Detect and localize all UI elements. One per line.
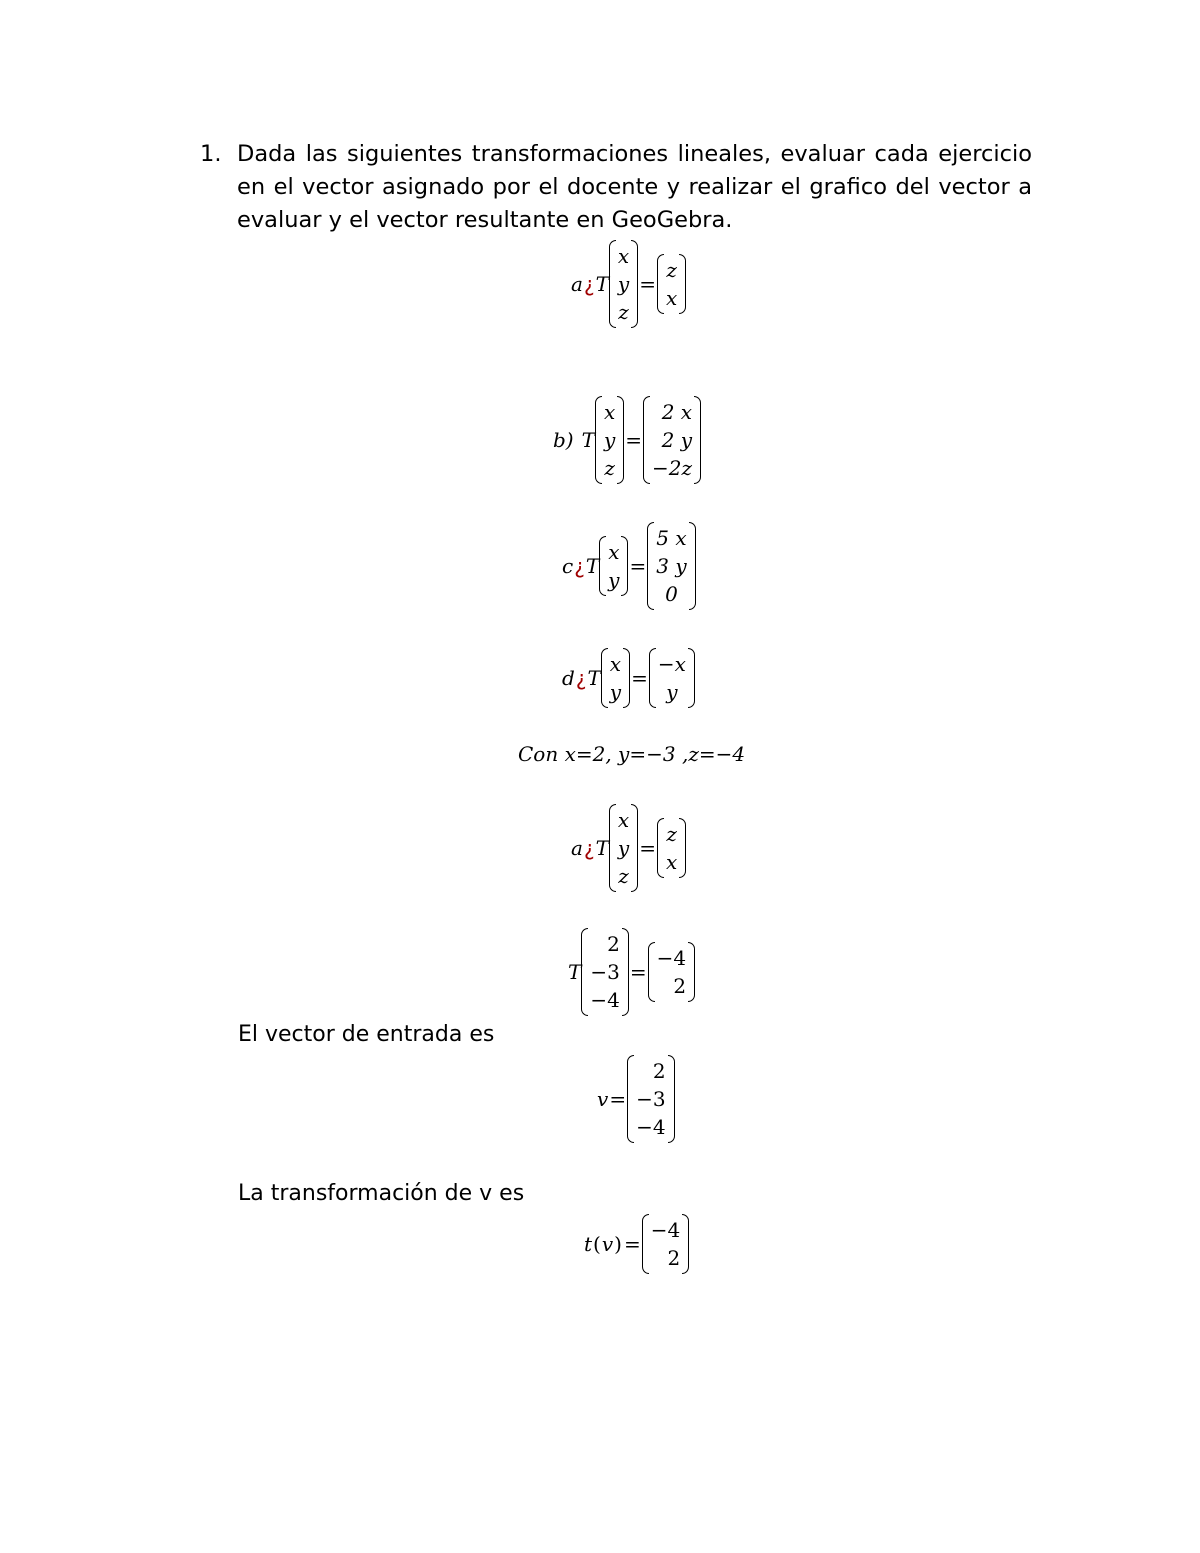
equation-evaluation	[568, 928, 695, 1016]
label-a: a	[571, 272, 583, 296]
statement-text: Dada las siguientes transformaciones lineales, evaluar cada ejercicio en el vector asignado por el docente y realizar el grafico del vector a evaluar y el vector resultante en GeoGebra.	[237, 141, 1032, 233]
result-vector	[642, 1214, 689, 1274]
function-name: T	[568, 960, 582, 984]
vector-entry: z	[618, 864, 629, 888]
vector-entry: −4	[656, 946, 687, 970]
label-b: b)	[553, 428, 574, 452]
transformation-caption: La transformación de v es	[238, 1181, 525, 1206]
exercise-statement	[200, 138, 1032, 237]
equals-sign: =	[639, 272, 656, 296]
vector-entry: 2	[607, 932, 620, 956]
equation-b	[553, 396, 701, 484]
vector-entry: −4	[650, 1218, 681, 1242]
vector-entry: −3	[590, 960, 620, 984]
vector-entry: y	[609, 680, 622, 704]
label-d: d	[562, 666, 575, 690]
vector-entry: y	[617, 272, 630, 296]
vector-entry: 2	[652, 1059, 666, 1083]
argument: v	[601, 1232, 614, 1256]
function-name: T	[595, 272, 609, 296]
function-name: T	[587, 666, 601, 690]
function-name: T	[581, 428, 595, 452]
vector-entry: 2 x	[661, 400, 693, 424]
vector-entry: −x	[657, 652, 686, 676]
vector-entry: z	[604, 456, 615, 480]
input-vector	[581, 928, 628, 1016]
equals-sign: =	[625, 428, 643, 452]
equals-sign: =	[623, 1232, 641, 1256]
vector-name: v	[597, 1087, 609, 1111]
open-paren: (	[593, 1232, 601, 1256]
vector-entry: −2z	[652, 456, 693, 480]
vector-entry: 0	[665, 582, 678, 606]
vector-entry: 3 y	[656, 554, 687, 578]
vector-entry: y	[666, 680, 678, 704]
vector-entry: x	[617, 808, 630, 832]
vector-entry: y	[608, 568, 620, 592]
output-vector	[648, 942, 695, 1002]
input-vector	[609, 240, 638, 328]
glyph-a: ¿	[583, 272, 595, 296]
input-vector	[599, 536, 628, 596]
vector-entry: z	[618, 300, 629, 324]
vector-entry: z	[666, 822, 677, 846]
output-vector	[649, 648, 695, 708]
equals-sign: =	[609, 1087, 627, 1111]
equation-c	[562, 522, 696, 610]
vector-entry: 5 x	[656, 526, 687, 550]
vector-entry: x	[603, 400, 616, 424]
glyph-c: ¿	[574, 554, 585, 578]
output-vector	[657, 254, 686, 314]
values-line: Con x=2, y=−3 ,z=−4	[518, 742, 746, 766]
equals-sign: =	[629, 554, 647, 578]
input-vector	[609, 804, 638, 892]
output-vector	[647, 522, 695, 610]
equation-d	[562, 648, 695, 708]
vector-entry: x	[608, 540, 620, 564]
vector-v	[627, 1055, 674, 1143]
vector-entry: x	[665, 850, 678, 874]
vector-entry: x	[609, 652, 622, 676]
equation-v	[597, 1055, 675, 1143]
equation-tv	[584, 1214, 689, 1274]
vector-entry: z	[666, 258, 677, 282]
vector-entry: 2	[673, 974, 687, 998]
input-vector	[595, 396, 624, 484]
vector-entry: −4	[636, 1115, 666, 1139]
equals-sign: =	[639, 836, 656, 860]
function-name: t	[584, 1232, 593, 1256]
vector-entry: 2 y	[661, 428, 693, 452]
equation-a-repeat	[571, 804, 686, 892]
equals-sign: =	[629, 960, 647, 984]
input-vector	[601, 648, 630, 708]
equation-a	[571, 240, 686, 328]
list-number: 1.	[200, 141, 222, 167]
equals-sign: =	[631, 666, 648, 690]
vector-entry: x	[665, 286, 678, 310]
vector-entry: −4	[590, 988, 620, 1012]
output-vector	[657, 818, 686, 878]
vector-entry: y	[603, 428, 616, 452]
function-name: T	[595, 836, 609, 860]
input-vector-caption: El vector de entrada es	[238, 1022, 495, 1047]
output-vector	[643, 396, 701, 484]
vector-entry: x	[617, 244, 630, 268]
glyph-d: ¿	[575, 666, 587, 690]
close-paren: )	[614, 1232, 622, 1256]
label-a: a	[571, 836, 583, 860]
glyph-a: ¿	[583, 836, 595, 860]
vector-entry: −3	[636, 1087, 666, 1111]
vector-entry: 2	[667, 1246, 681, 1270]
vector-entry: y	[617, 836, 630, 860]
function-name: T	[585, 554, 600, 578]
label-c: c	[562, 554, 574, 578]
